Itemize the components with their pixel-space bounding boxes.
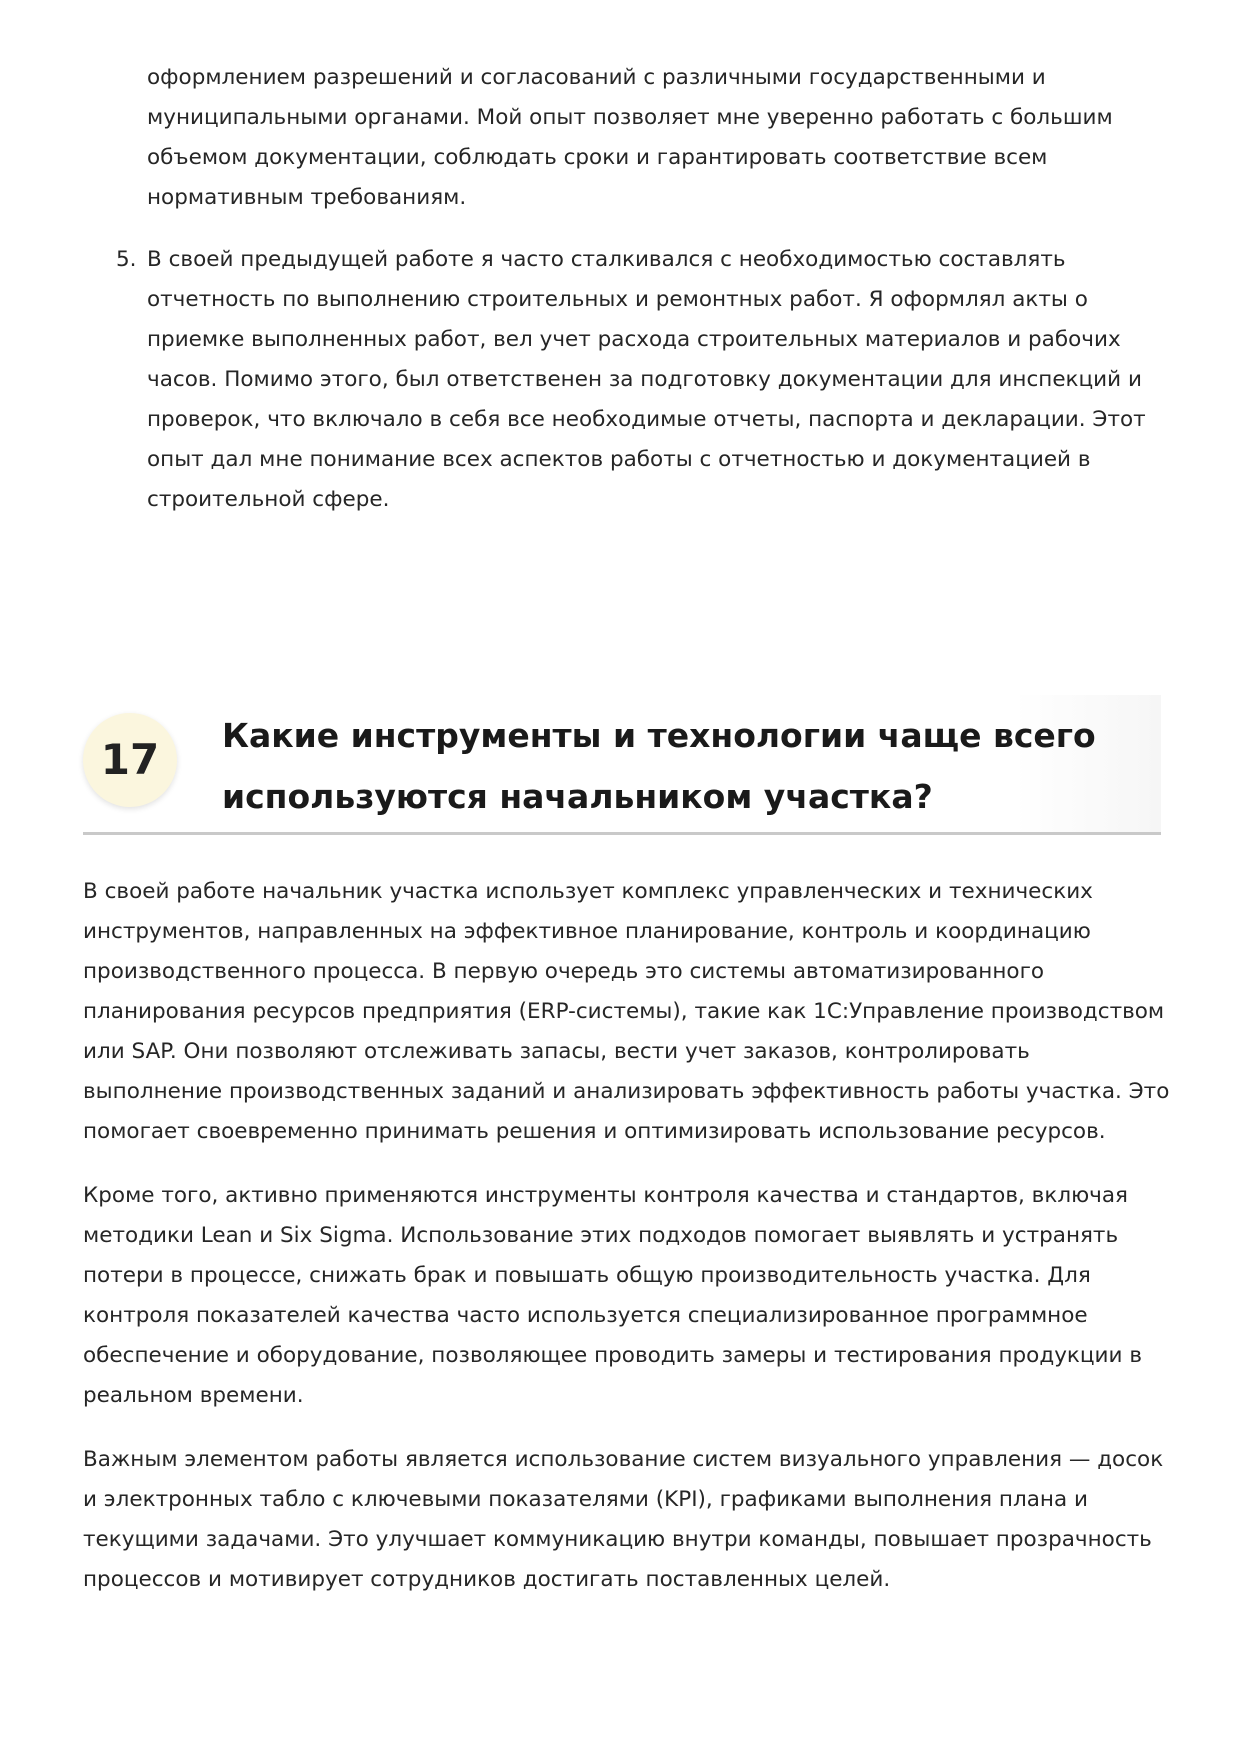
list-item-number: 5. xyxy=(116,247,137,272)
paragraph: В своей работе начальник участка использует комплекс управленческих и технических инструментов, направленных на эффективное планирование, контроль и координацию производственного процесса. В первую очередь это системы автоматизированного планирования ресурсов предприятия (ERP-системы), такие как 1С:Управление производством или SAP. Они позволяют отслеживать запасы, вести учет заказов, контролировать выполнение производственных заданий и анализировать эффективность работы участка. Это помогает своевременно принимать решения и оптимизировать использование ресурсов. xyxy=(83,879,1170,1144)
question-title: Какие инструменты и технологии чаще всего используются начальником участка? xyxy=(222,716,1096,816)
list-item xyxy=(0,58,1167,218)
answer-body xyxy=(83,872,1173,1624)
list-item xyxy=(0,240,1167,520)
list-item-text: В своей предыдущей работе я часто сталкивался с необходимостью составлять отчетность по выполнению строительных и ремонтных работ. Я оформлял акты о приемке выполненных работ, вел учет расхода строительных материалов и рабочих часов. Помимо этого, был ответственен за подготовку документации для инспекций и проверок, что включало в себя все необходимые отчеты, паспорта и декларации. Этот опыт дал мне понимание всех аспектов работы с отчетностью и документацией в строительной сфере. xyxy=(147,247,1146,512)
answer-list xyxy=(0,58,1239,542)
list-item-text: оформлением разрешений и согласований с различными государственными и муниципальными органами. Мой опыт позволяет мне уверенно работать с большим объемом документации, соблюдать сроки и гарантировать соответствие всем нормативным требованиям. xyxy=(147,65,1113,210)
paragraph: Важным элементом работы является использование систем визуального управления — досок и электронных табло с ключевыми показателями (KPI), графиками выполнения плана и текущими задачами. Это улучшает коммуникацию внутри команды, повышает прозрачность процессов и мотивирует сотрудников достигать поставленных целей. xyxy=(83,1447,1164,1592)
header-divider xyxy=(83,832,1161,835)
question-number-badge: 17 xyxy=(83,713,177,807)
question-header xyxy=(83,695,1161,835)
paragraph: Кроме того, активно применяются инструменты контроля качества и стандартов, включая методики Lean и Six Sigma. Использование этих подходов помогает выявлять и устранять потери в процессе, снижать брак и повышать общую производительность участка. Для контроля показателей качества часто используется специализированное программное обеспечение и оборудование, позволяющее проводить замеры и тестирования продукции в реальном времени. xyxy=(83,1183,1142,1408)
